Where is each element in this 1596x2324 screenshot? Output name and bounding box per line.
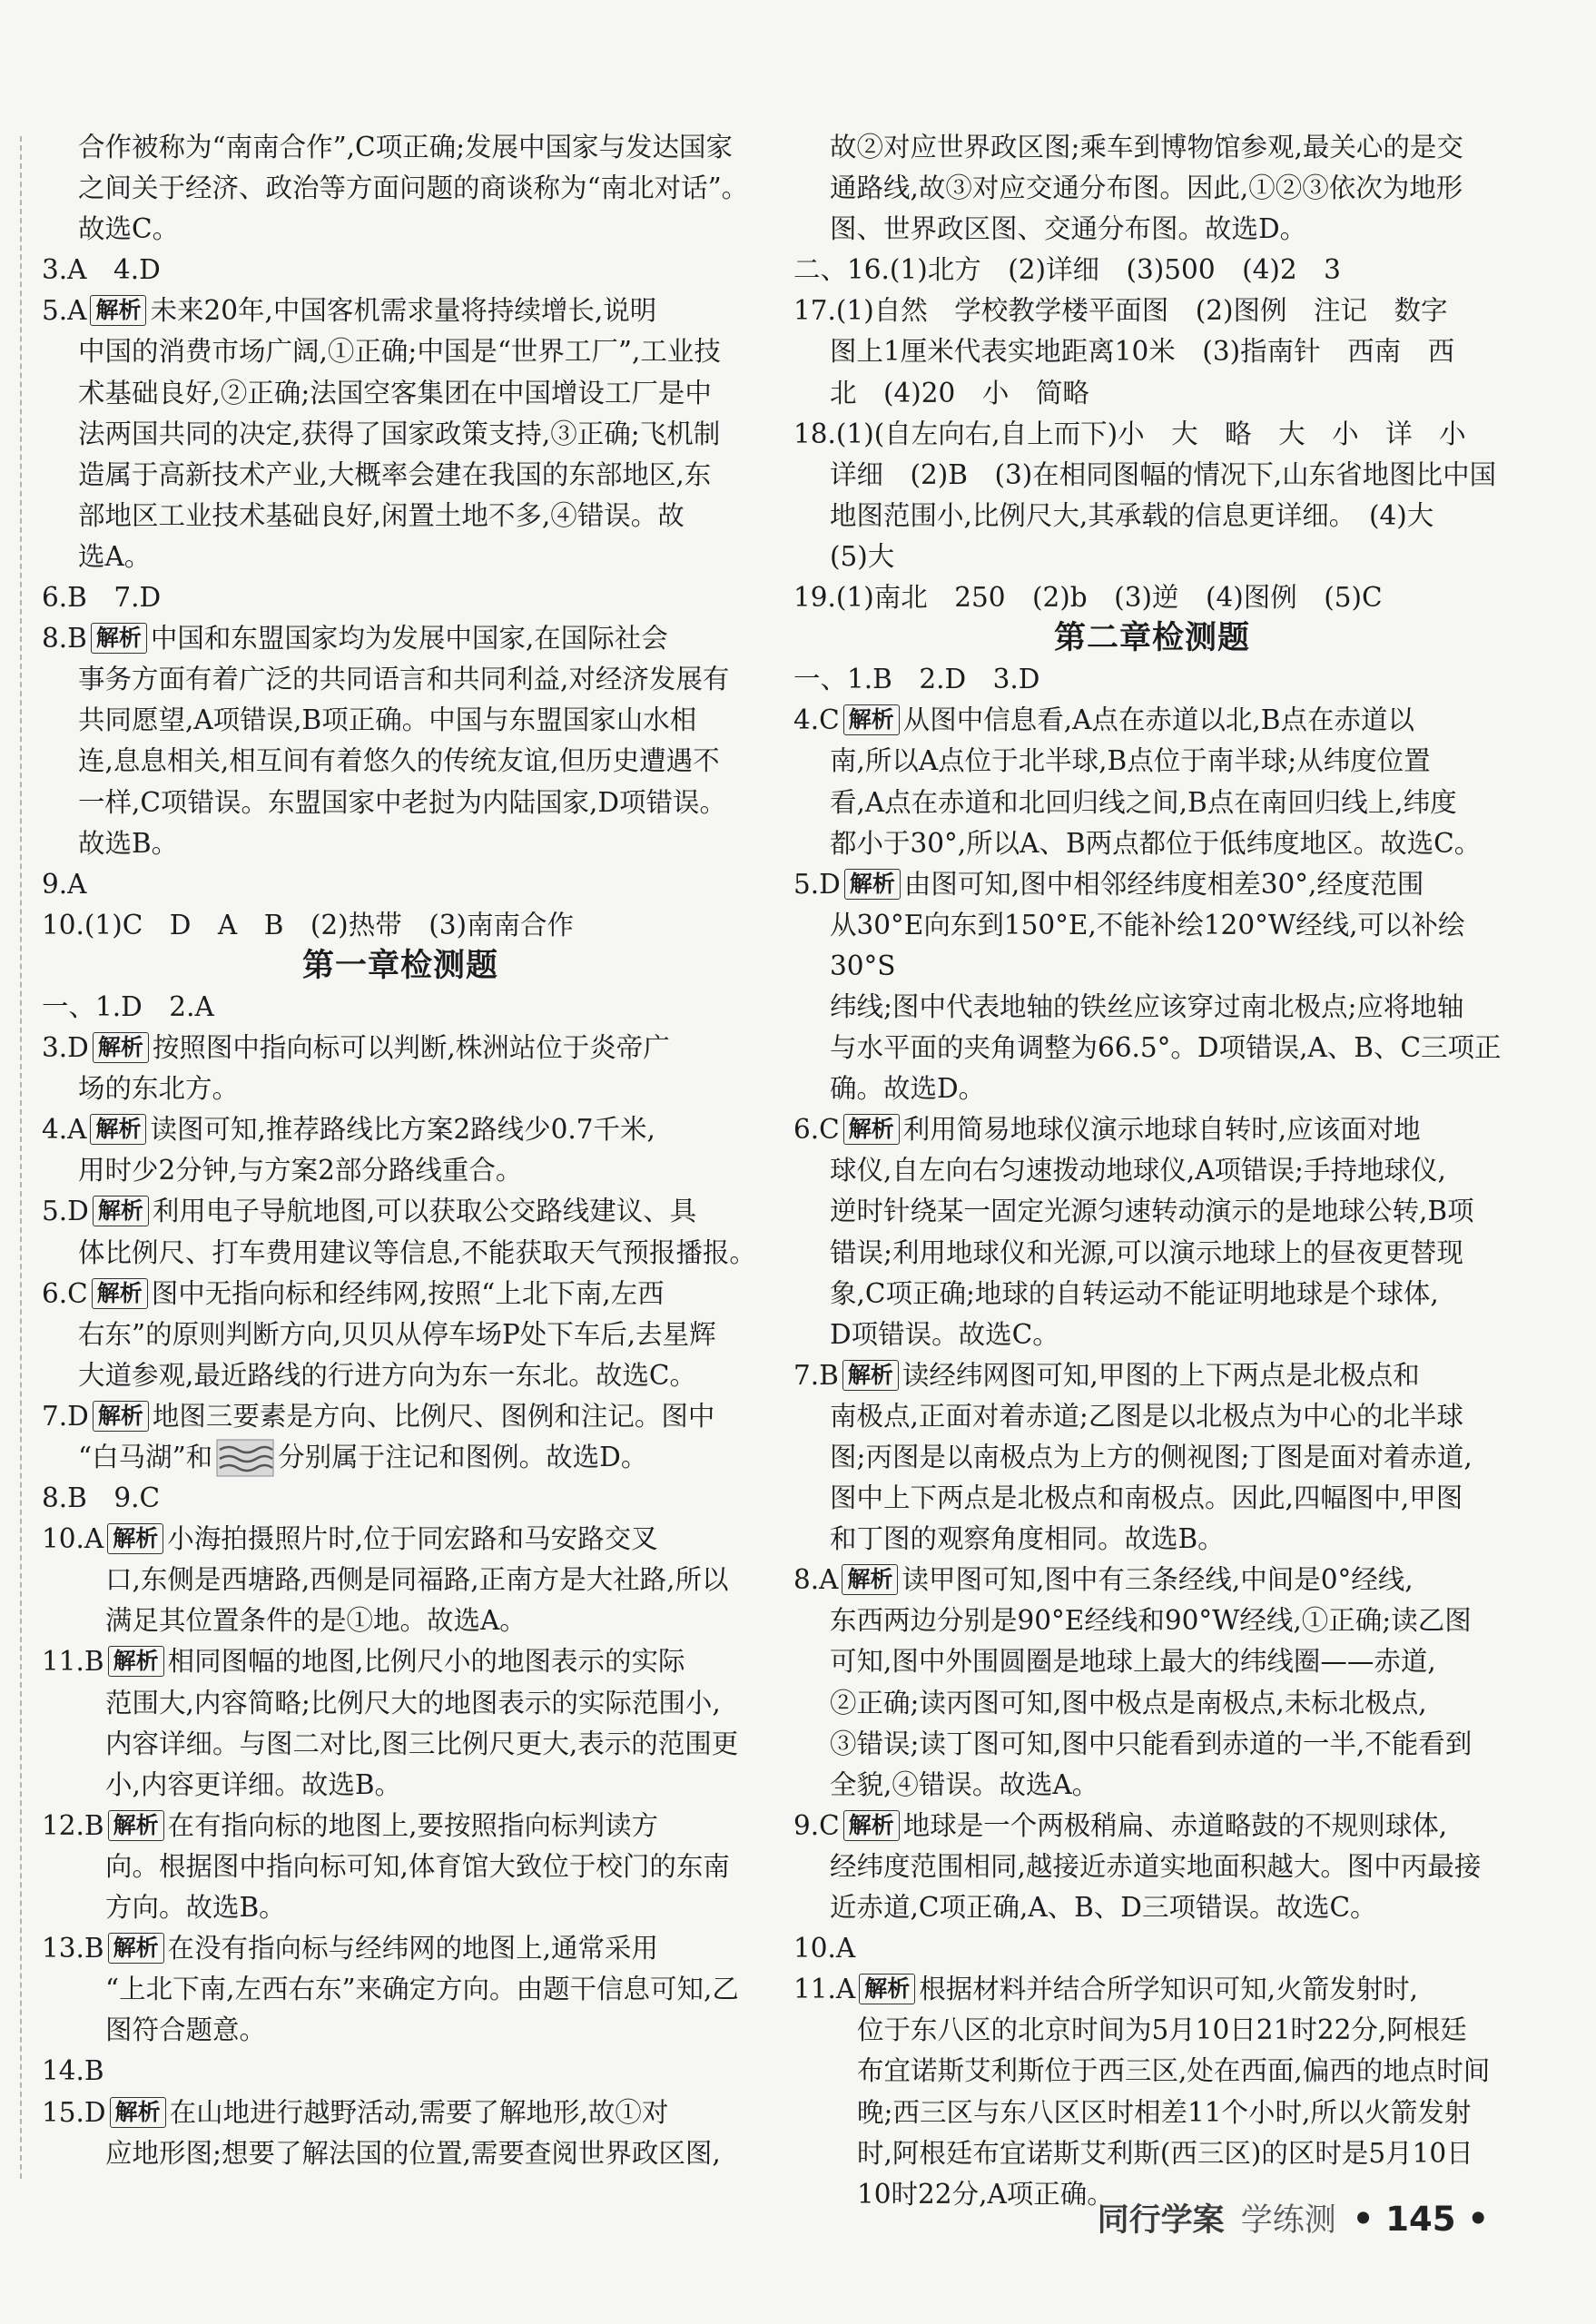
- left-column: [42, 127, 759, 2174]
- section-heading: 第二章检测题: [1053, 620, 1250, 657]
- text-line: 口,东侧是西塘路,西侧是同福路,正南方是大社路,所以: [105, 1564, 729, 1596]
- text-line: 南,所以A点位于北半球,B点位于南半球;从纬度位置: [830, 745, 1431, 777]
- answer-6: 6.C 解析 图中无指向标和经纬网,按照“上北下南,左西: [42, 1277, 665, 1309]
- text-line: 故选C。: [78, 213, 180, 245]
- text-line: 选A。: [78, 540, 152, 572]
- text-line: 故选B。: [78, 827, 179, 859]
- analysis-tag: 解析: [93, 1196, 149, 1226]
- text-line: 中国的消费市场广阔,①正确;中国是“世界工厂”,工业技: [78, 336, 721, 368]
- text-line: 术基础良好,②正确;法国空客集团在中国增设工厂是中: [78, 377, 712, 409]
- answer-4: 4.C 解析 从图中信息看,A点在赤道以北,B点在赤道以: [793, 704, 1414, 736]
- text-line: 位于东八区的北京时间为5月10日21时22分,阿根廷: [857, 2014, 1467, 2046]
- text-line: “白马湖”和 分别属于注记和图例。故选D。: [42, 1437, 759, 1478]
- answer-4: 4.A 解析 读图可知,推荐路线比方案2路线少0.7千米,: [42, 1114, 655, 1146]
- analysis-tag: 解析: [107, 1523, 163, 1554]
- text-line: 东西两边分别是90°E经线和90°W经线,①正确;读乙图: [830, 1605, 1472, 1637]
- text-line: 详细 (2)B (3)在相同图幅的情况下,山东省地图比中国: [830, 458, 1497, 490]
- answer-5: 5.A 解析 未来20年,中国客机需求量将持续增长,说明: [42, 295, 657, 327]
- analysis-tag: 解析: [90, 1114, 146, 1145]
- text-line: 共同愿望,A项错误,B项正确。中国与东盟国家山水相: [78, 704, 697, 736]
- text-line: 部地区工业技术基础良好,闲置土地不多,④错误。故: [78, 499, 685, 531]
- text-line: 近赤道,C项正确,A、B、D三项错误。故选C。: [830, 1892, 1377, 1924]
- analysis-tag: 解析: [842, 1564, 898, 1595]
- text-line: 都小于30°,所以A、B两点都位于低纬度地区。故选C。: [830, 827, 1482, 859]
- text-line: 球仪,自左向右匀速拨动地球仪,A项错误;手持地球仪,: [830, 1155, 1446, 1187]
- text-line: 向。根据图中指向标可知,体育馆大致位于校门的东南: [105, 1850, 730, 1882]
- text-line: 图;丙图是以南极点为上方的侧视图;丁图是面对着赤道,: [830, 1442, 1473, 1472]
- footer-subtitle: 学练测: [1240, 2202, 1336, 2239]
- answer-12: 12.B 解析 在有指向标的地图上,要按照指向标判读方: [42, 1809, 658, 1841]
- text-line: 小,内容更详细。故选B。: [105, 1768, 402, 1800]
- text-line: 经纬度范围相同,越接近赤道实地面积越大。图中丙最接: [830, 1850, 1482, 1882]
- text-line: 北 (4)20 小 简略: [830, 377, 1089, 409]
- text-line: 事务方面有着广泛的共同语言和共同利益,对经济发展有: [78, 664, 730, 695]
- analysis-tag: 解析: [108, 1933, 164, 1964]
- text-line: 内容详细。与图二对比,图三比例尺更大,表示的范围更: [105, 1728, 739, 1759]
- text-line: 满足其位置条件的是①地。故选A。: [105, 1605, 527, 1637]
- text-line: 合作被称为“南南合作”,C项正确;发展中国家与发达国家: [78, 132, 734, 162]
- text-line: 10时22分,A项正确。: [857, 2178, 1114, 2210]
- text-line: 通路线,故③对应交通分布图。因此,①②③依次为地形: [830, 172, 1463, 204]
- answer-15: 15.D 解析 在山地进行越野活动,需要了解地形,故①对: [42, 2096, 669, 2128]
- footer-brand: 同行学案: [1097, 2202, 1225, 2239]
- text-line: 和丁图的观察角度相同。故选B。: [830, 1523, 1225, 1555]
- text-line: 故②对应世界政区图;乘车到博物馆参观,最关心的是交: [830, 132, 1463, 162]
- section-heading: 第一章检测题: [301, 947, 498, 984]
- answer-3-4: 3.A 4.D: [42, 254, 161, 286]
- text-line: 图、世界政区图、交通分布图。故选D。: [830, 213, 1307, 245]
- answer-10: 10.(1)C D A B (2)热带 (3)南南合作: [42, 909, 574, 940]
- analysis-tag: 解析: [91, 623, 147, 654]
- answer-13: 13.B 解析 在没有指向标与经纬网的地图上,通常采用: [42, 1933, 658, 1965]
- answer-7: 7.D 解析 地图三要素是方向、比例尺、图例和注记。图中: [42, 1400, 715, 1432]
- text-line: 场的东北方。: [78, 1073, 240, 1105]
- text-line: (5)大: [830, 540, 895, 572]
- text-line: 南极点,正面对着赤道;乙图是以北极点为中心的北半球: [830, 1400, 1463, 1432]
- text-line: 范围大,内容简略;比例尺大的地图表示的实际范围小,: [105, 1687, 721, 1718]
- answer-1-2: 一、1.D 2.A: [42, 990, 214, 1022]
- answer-19: 19.(1)南北 250 (2)b (3)逆 (4)图例 (5)C: [793, 582, 1383, 614]
- answer-8: 8.A 解析 读甲图可知,图中有三条经线,中间是0°经线,: [793, 1564, 1414, 1596]
- answer-11: 11.B 解析 相同图幅的地图,比例尺小的地图表示的实际: [42, 1646, 685, 1678]
- text-line: 图符合题意。: [105, 2014, 267, 2046]
- page-footer: [1098, 2195, 1489, 2240]
- text-line: 时,阿根廷布宜诺斯艾利斯(西三区)的区时是5月10日: [857, 2137, 1473, 2169]
- analysis-tag: 解析: [844, 869, 901, 900]
- water-symbol-icon: [216, 1439, 274, 1477]
- analysis-tag: 解析: [93, 1401, 149, 1432]
- analysis-tag: 解析: [843, 1810, 900, 1841]
- analysis-tag: 解析: [859, 1974, 915, 2004]
- analysis-tag: 解析: [108, 1810, 164, 1841]
- answer-6-7: 6.B 7.D: [42, 582, 162, 614]
- analysis-tag: 解析: [842, 1360, 899, 1391]
- text-line: 错误;利用地球仪和光源,可以演示地球上的昼夜更替现: [830, 1236, 1463, 1268]
- answer-18: 18.(1)(自左向右,自上而下)小 大 略 大 小 详 小: [793, 418, 1466, 449]
- text-line: 象,C项正确;地球的自转运动不能证明地球是个球体,: [830, 1277, 1439, 1309]
- analysis-tag: 解析: [90, 295, 146, 326]
- answer-10b: 10.A 解析 小海拍摄照片时,位于同宏路和马安路交叉: [42, 1523, 658, 1555]
- answer-7: 7.B 解析 读经纬网图可知,甲图的上下两点是北极点和: [793, 1359, 1420, 1391]
- text-line: “上北下南,左西右东”来确定方向。由题干信息可知,乙: [105, 1974, 739, 2005]
- answer-8: 8.B 解析 中国和东盟国家均为发展中国家,在国际社会: [42, 623, 668, 655]
- text-line: 图上1厘米代表实地距离10米 (3)指南针 西南 西: [830, 336, 1455, 368]
- text-line: 一样,C项错误。东盟国家中老挝为内陆国家,D项错误。: [78, 786, 726, 818]
- text-line: 图中上下两点是北极点和南极点。因此,四幅图中,甲图: [830, 1482, 1463, 1514]
- text-line: 之间关于经济、政治等方面问题的商谈称为“南北对话”。: [78, 172, 749, 204]
- cut-line: [20, 136, 22, 2179]
- analysis-tag: 解析: [843, 704, 900, 735]
- text-line: 方向。故选B。: [105, 1892, 286, 1924]
- answer-14: 14.B: [42, 2055, 104, 2087]
- analysis-tag: 解析: [843, 1114, 900, 1145]
- text-line: 全貌,④错误。故选A。: [830, 1768, 1099, 1800]
- text-line: 用时少2分钟,与方案2部分路线重合。: [78, 1155, 523, 1187]
- text-line: 纬线;图中代表地轴的铁丝应该穿过南北极点;应将地轴: [830, 990, 1464, 1022]
- analysis-tag: 解析: [108, 1646, 164, 1677]
- answer-5b: 5.D 解析 利用电子导航地图,可以获取公交路线建议、具: [42, 1196, 697, 1227]
- text-line: 连,息息相关,相互间有着悠久的传统友谊,但历史遭遇不: [78, 745, 720, 777]
- text-line: 与水平面的夹角调整为66.5°。D项错误,A、B、C三项正: [830, 1032, 1502, 1064]
- text-line: D项错误。故选C。: [830, 1318, 1059, 1350]
- answer-8-9: 8.B 9.C: [42, 1482, 161, 1514]
- answer-17: 17.(1)自然 学校教学楼平面图 (2)图例 注记 数字: [793, 295, 1448, 327]
- text-line: 从30°E向东到150°E,不能补绘120°W经线,可以补绘30°S: [830, 909, 1465, 981]
- answer-6: 6.C 解析 利用简易地球仪演示地球自转时,应该面对地: [793, 1114, 1421, 1146]
- text-line: 布宜诺斯艾利斯位于西三区,处在西面,偏西的地点时间: [857, 2055, 1491, 2087]
- text-line: 右东”的原则判断方向,贝贝从停车场P处下车后,去星辉: [78, 1318, 716, 1350]
- text-line: 法两国共同的决定,获得了国家政策支持,③正确;飞机制: [78, 418, 721, 449]
- text-line: 看,A点在赤道和北回归线之间,B点在南回归线上,纬度: [830, 786, 1457, 818]
- answer-9: 9.A: [42, 868, 87, 900]
- right-column: [793, 127, 1511, 2215]
- answer-1-3: 一、1.B 2.D 3.D: [793, 664, 1040, 695]
- page-number: • 145 •: [1352, 2200, 1489, 2239]
- answer-16: 二、16.(1)北方 (2)详细 (3)500 (4)2 3: [793, 254, 1341, 286]
- analysis-tag: 解析: [110, 2097, 166, 2128]
- answer-9: 9.C 解析 地球是一个两极稍扁、赤道略鼓的不规则球体,: [793, 1809, 1448, 1841]
- text-line: 逆时针绕某一固定光源匀速转动演示的是地球公转,B项: [830, 1196, 1474, 1227]
- answer-3: 3.D 解析 按照图中指向标可以判断,株洲站位于炎帝广: [42, 1032, 670, 1064]
- text-line: 晚;西三区与东八区区时相差11个小时,所以火箭发射: [857, 2096, 1472, 2128]
- answer-10: 10.A: [793, 1933, 856, 1965]
- analysis-tag: 解析: [93, 1032, 149, 1063]
- text-line: 大道参观,最近路线的行进方向为东一东北。故选C。: [78, 1359, 696, 1391]
- text-line: 造属于高新技术产业,大概率会建在我国的东部地区,东: [78, 458, 712, 490]
- text-line: 地图范围小,比例尺大,其承载的信息更详细。 (4)大: [830, 499, 1434, 531]
- text-line: ③错误;读丁图可知,图中只能看到赤道的一半,不能看到: [830, 1728, 1473, 1759]
- text-line: ②正确;读丙图可知,图中极点是南极点,未标北极点,: [830, 1687, 1427, 1718]
- text-line: 可知,图中外围圆圈是地球上最大的纬线圈——赤道,: [830, 1646, 1436, 1678]
- analysis-tag: 解析: [92, 1278, 148, 1309]
- text-line: 确。故选D。: [830, 1073, 986, 1105]
- text-line: 应地形图;想要了解法国的位置,需要查阅世界政区图,: [105, 2137, 721, 2169]
- answer-11: 11.A 解析 根据材料并结合所学知识可知,火箭发射时,: [793, 1974, 1418, 2005]
- answer-5: 5.D 解析 由图可知,图中相邻经纬度相差30°,经度范围: [793, 868, 1424, 900]
- text-line: 体比例尺、打车费用建议等信息,不能获取天气预报播报。: [78, 1236, 756, 1268]
